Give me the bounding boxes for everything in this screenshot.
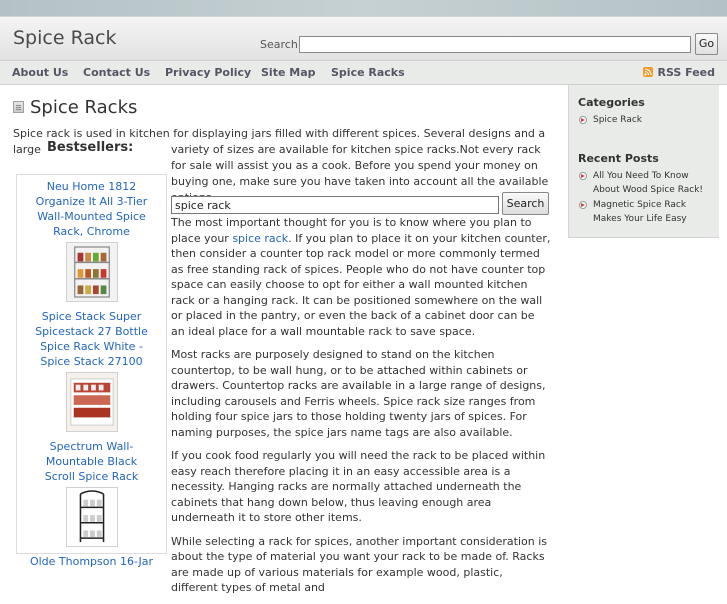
product-link[interactable]: Spice Stack Super Spicestack 27 Bottle Spice Rack White - Spice Stack 27100	[35, 310, 148, 368]
paragraph-4: While selecting a rack for spices, another important consideration is about the type of material you want your rack to be made of. Racks are made up of various materials for example wood, plastic, different types of metal and	[171, 534, 548, 594]
categories-heading: Categories	[578, 96, 645, 109]
nav-privacy-policy[interactable]: Privacy Policy	[165, 66, 252, 79]
intro-text-1: is used in kitchen for displaying jars filled with different spices. Several designs and a large	[13, 127, 546, 156]
arrow-bullet-icon	[579, 116, 587, 124]
site-header	[0, 16, 727, 60]
search-label: Search	[260, 38, 298, 51]
content-search-input[interactable]	[171, 196, 499, 214]
document-icon	[13, 101, 24, 113]
nav-site-map[interactable]: Site Map	[261, 66, 316, 79]
intro-text-2: variety of sizes are available for kitchen spice racks.Not every rack for sale will assist you as a cook. Before you spend your money on buying one, make sure you have taken into account all the available	[171, 143, 549, 188]
product-item	[17, 175, 166, 309]
product-item	[17, 439, 166, 554]
nav-about-us[interactable]: About Us	[12, 66, 69, 79]
main-nav	[0, 60, 727, 85]
recent-post-label: All You Need To Know About Wood Spice Rack!	[593, 171, 704, 195]
product-item	[17, 554, 166, 569]
paragraph-2: Most racks are purposely designed to stand on the kitchen countertop, to be wall hung, or to be attached within cabinets or drawers. Countertop racks are available in a large range of designs, including carousels and Ferris wheels. Spice rack size ranges from holding four spice jars to those holding twenty jars of spices. For naming purposes, the spice jars name tags are also available.	[171, 348, 546, 439]
recent-post-label: Magnetic Spice Rack Makes Your Life Easy	[593, 200, 687, 224]
article-body	[171, 215, 551, 604]
recent-posts-heading: Recent Posts	[578, 152, 659, 165]
page-title-text: Spice Racks	[30, 97, 138, 118]
rss-icon	[643, 67, 653, 77]
top-strip	[0, 0, 727, 16]
site-title[interactable]: Spice Rack	[13, 27, 117, 49]
product-image-black-scroll-rack[interactable]	[66, 487, 118, 547]
product-image-spice-stack[interactable]	[66, 372, 118, 432]
paragraph-1-text-b: . If you plan to place it on your kitchen counter, then consider a counter top rack model or more commonly termed as free standing rack of spices. People who do not have counter top space can easily choose to opt for either a wall mounted kitchen rack or a hanging rack. It can be positioned somewhere on the wall or placed in the pantry, or even the back of a cabinet door can be an ideal place for a wall mountable rack to save space.	[171, 231, 551, 338]
bestsellers-title: Bestsellers:	[47, 140, 134, 155]
rss-label: RSS Feed	[657, 66, 715, 79]
page-title	[13, 97, 137, 118]
paragraph-1	[171, 215, 551, 339]
intro-link: Spice rack	[13, 127, 71, 140]
spice-rack-link[interactable]: spice rack	[232, 231, 289, 245]
product-link[interactable]: Spectrum Wall-Mountable Black Scroll Spice Rack	[44, 440, 139, 483]
product-item	[17, 309, 166, 439]
nav-spice-racks[interactable]: Spice Racks	[331, 66, 405, 79]
go-button[interactable]: Go	[695, 33, 718, 55]
category-label: Spice Rack	[593, 115, 643, 125]
sidebar	[568, 85, 719, 238]
category-item[interactable]	[579, 113, 714, 127]
recent-post-item[interactable]	[579, 169, 714, 197]
product-link[interactable]: Neu Home 1812 Organize It All 3-Tier Wall-Mounted Spice Rack, Chrome	[35, 180, 148, 238]
product-link[interactable]: Olde Thompson 16-Jar	[29, 555, 154, 568]
header-search-input[interactable]	[299, 36, 691, 53]
arrow-bullet-icon	[579, 201, 587, 209]
arrow-bullet-icon	[579, 172, 587, 180]
content-search-button[interactable]: Search	[502, 192, 549, 215]
product-image-chrome-rack[interactable]	[66, 242, 118, 302]
paragraph-3: If you cook food regularly you will need the rack to be placed within easy reach therefore placing it in an easy accessible area is a necessity. Hanging racks are normally attached underneath the cabinets that hang down below, thus leaving enough area underneath it to store other items.	[171, 449, 546, 524]
recent-post-item[interactable]	[579, 198, 714, 226]
nav-contact-us[interactable]: Contact Us	[83, 66, 151, 79]
bestsellers-box	[16, 174, 167, 568]
rss-feed-link[interactable]	[643, 66, 715, 79]
paragraph-1-text-a: The most important thought for you is to know where you plan to place your	[171, 216, 532, 245]
